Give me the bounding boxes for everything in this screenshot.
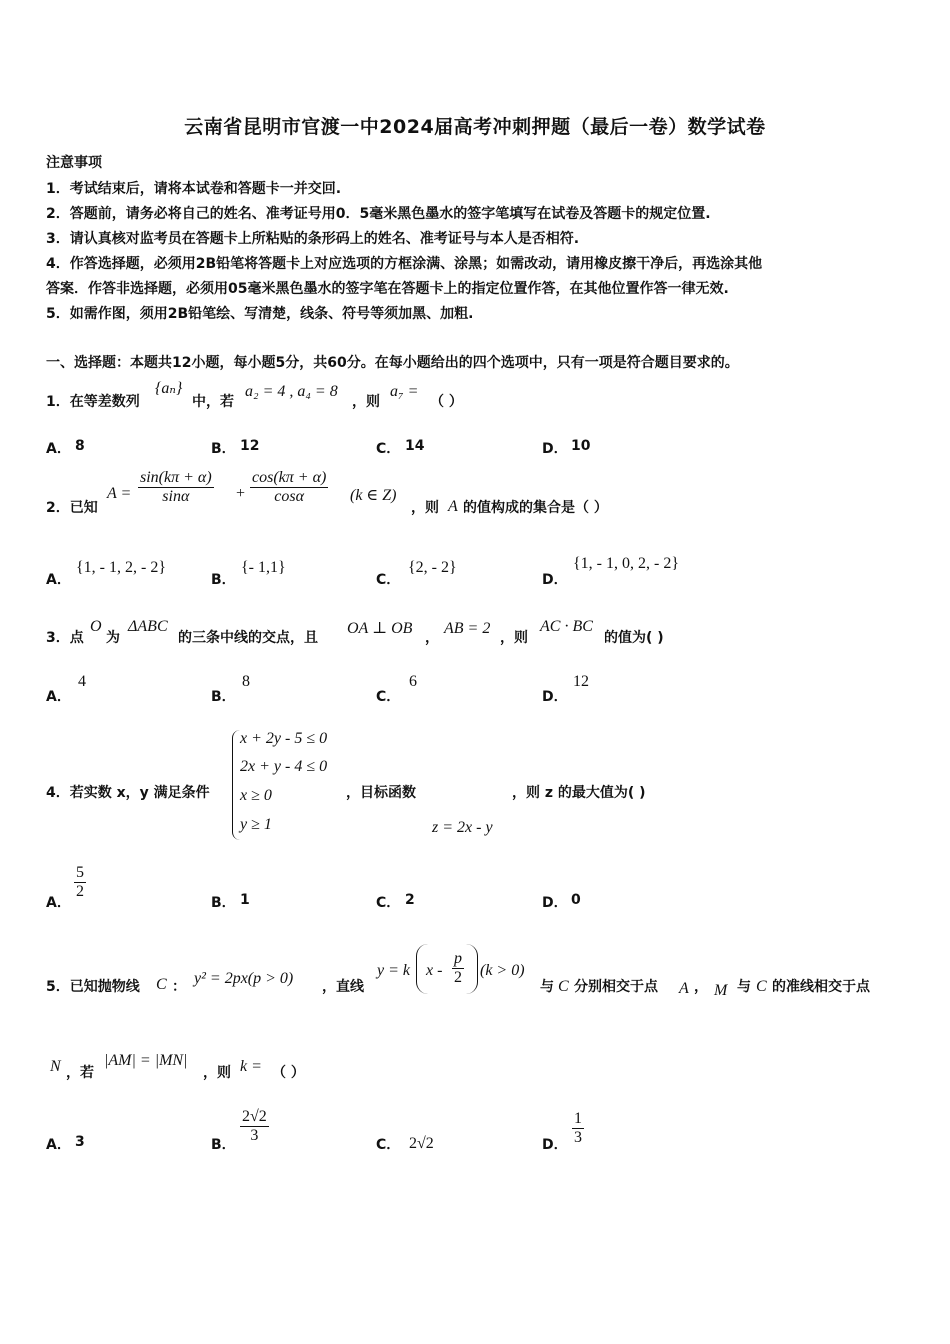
fraction-denominator: 2	[76, 883, 84, 900]
q2-text: 2．已知	[46, 500, 98, 516]
q3-triangle: ΔABC	[128, 618, 168, 635]
option-value-fraction	[74, 864, 86, 901]
option-label: B．	[211, 689, 236, 705]
q3-text: 的三条中线的交点，且	[178, 630, 318, 646]
q4-text: ，则 z 的最大值为( )	[512, 785, 646, 801]
note-item: 3．请认真核对监考员在答题卡上所粘贴的条形码上的姓名、准考证号与本人是否相符.	[46, 231, 580, 247]
option-label: D．	[542, 895, 568, 911]
q3-length: AB = 2	[444, 620, 491, 637]
q5-point-a: A	[679, 980, 689, 997]
q5-curve-c: C	[756, 978, 767, 995]
constraint: y ≥ 1	[240, 816, 272, 833]
note-item: 答案．作答非选择题，必须用05毫米黑色墨水的签字笔在答题卡上的指定位置作答，在其他位置作答一律无效.	[46, 281, 729, 297]
q2-plus: +	[236, 485, 246, 502]
option-value: 8	[242, 673, 250, 690]
q1-sequence: {aₙ}	[155, 380, 183, 397]
q2-den2: cosα	[250, 487, 328, 506]
option-label: A．	[46, 689, 71, 705]
option-label: C．	[376, 895, 401, 911]
option-value: 12	[240, 438, 260, 454]
option-value: 4	[78, 673, 86, 690]
notes-heading: 注意事项	[46, 155, 102, 171]
q5-text: ：	[172, 979, 186, 995]
q5-curve-c: C	[156, 976, 167, 993]
option-value: {- 1,1}	[241, 559, 286, 576]
section-header: 一、选择题：本题共12小题，每小题5分，共60分。在每小题给出的四个选项中，只有一项是符合题目要求的。	[46, 355, 739, 371]
q2-text: 的值构成的集合是（ ）	[463, 500, 608, 516]
q5-line-lhs: y = k	[377, 962, 410, 979]
q5-text: ，若	[66, 1065, 94, 1081]
fraction-denominator: 3	[240, 1126, 269, 1145]
q2-var-a: A	[448, 498, 458, 515]
note-item: 2．答题前，请务必将自己的姓名、准考证号用0．5毫米黑色墨水的签字笔填写在试卷及答题卡的规定位置.	[46, 206, 711, 222]
q3-text: 为	[106, 630, 120, 646]
q5-paren: （ ）	[272, 1065, 305, 1081]
exam-title: 云南省昆明市官渡一中2024届高考冲刺押题（最后一卷）数学试卷	[184, 116, 766, 138]
option-value-fraction	[572, 1110, 584, 1147]
q2-den1: sinα	[138, 487, 214, 506]
option-value: 14	[405, 438, 425, 454]
q5-text: ，	[694, 979, 708, 995]
q1-text: 1．在等差数列	[46, 394, 140, 410]
q2-num1: sin(kπ + α)	[140, 469, 212, 486]
option-label: B．	[211, 895, 236, 911]
q5-text: 与	[540, 979, 554, 995]
q1-text: 中，若	[192, 394, 234, 410]
q3-text: 3．点	[46, 630, 84, 646]
q5-text: 的准线相交于点	[772, 979, 870, 995]
q3-text: ，则	[500, 630, 528, 646]
q3-point-o: O	[90, 618, 102, 635]
fraction-numerator: 5	[76, 864, 84, 881]
option-value-fraction	[240, 1108, 269, 1145]
q5-k: k =	[240, 1058, 262, 1075]
note-item: 5．如需作图，须用2B铅笔绘、写清楚，线条、符号等须加黑、加粗.	[46, 306, 474, 322]
constraint: 2x + y - 4 ≤ 0	[240, 758, 328, 775]
fraction-numerator: 1	[574, 1110, 582, 1127]
fraction-denominator: 3	[574, 1129, 582, 1146]
q5-line-fraction	[452, 950, 464, 987]
q3-text: ，	[425, 630, 439, 646]
q5-line-cond: (k > 0)	[480, 962, 525, 979]
q1-text: ，则	[352, 394, 380, 410]
option-value: {1, - 1, 2, - 2}	[76, 559, 167, 576]
q2-fraction-1	[138, 469, 214, 506]
q2-text: ，则	[411, 500, 439, 516]
option-label: B．	[211, 572, 236, 588]
q5-line-x: x -	[426, 962, 443, 979]
option-label: A．	[46, 572, 71, 588]
fraction-denominator: 2	[454, 969, 462, 986]
q5-text: 5．已知抛物线	[46, 979, 140, 995]
option-value: 6	[409, 673, 417, 690]
q5-text: ，则	[203, 1065, 231, 1081]
note-item: 1．考试结束后，请将本试卷和答题卡一并交回.	[46, 181, 342, 197]
option-label: C．	[376, 1137, 401, 1153]
option-value: {2, - 2}	[408, 559, 457, 576]
option-label: B．	[211, 441, 236, 457]
q5-point-m: M	[714, 982, 728, 999]
constraint: x + 2y - 5 ≤ 0	[240, 730, 328, 747]
q2-condition: (k ∈ Z)	[350, 487, 397, 504]
option-value: 1	[240, 892, 250, 908]
q3-text: 的值为( )	[604, 630, 664, 646]
q1-given: a₂ = 4 , a₄ = 8	[245, 383, 338, 400]
q1-target: a₇ =	[390, 383, 419, 400]
option-value: 10	[571, 438, 591, 454]
option-label: A．	[46, 441, 71, 457]
q5-text: 分别相交于点	[574, 979, 658, 995]
option-label: D．	[542, 1137, 568, 1153]
option-label: A．	[46, 1137, 71, 1153]
q5-text: 与	[737, 979, 751, 995]
objective-function: z = 2x - y	[432, 819, 493, 836]
fraction-numerator: p	[454, 950, 462, 967]
q5-text: ，直线	[322, 979, 364, 995]
option-label: D．	[542, 689, 568, 705]
option-value: {1, - 1, 0, 2, - 2}	[573, 555, 680, 572]
option-label: A．	[46, 895, 71, 911]
q4-text: ，目标函数	[346, 785, 416, 801]
q1-paren: （ ）	[430, 394, 463, 410]
option-label: C．	[376, 441, 401, 457]
q5-condition: |AM| = |MN|	[104, 1052, 188, 1069]
fraction-numerator: 2√2	[242, 1108, 267, 1125]
q5-curve-c: C	[558, 978, 569, 995]
option-label: C．	[376, 689, 401, 705]
q3-perpendicular: OA ⊥ OB	[347, 620, 413, 637]
option-value: 2√2	[409, 1135, 434, 1152]
option-value: 3	[75, 1134, 85, 1150]
option-value: 2	[405, 892, 415, 908]
q4-text: 4．若实数 x，y 满足条件	[46, 785, 210, 801]
option-value: 12	[573, 673, 589, 690]
constraint: x ≥ 0	[240, 787, 272, 804]
q2-fraction-2	[250, 469, 328, 506]
q5-point-n: N	[50, 1058, 61, 1075]
option-value: 8	[75, 438, 85, 454]
option-label: D．	[542, 572, 568, 588]
option-label: C．	[376, 572, 401, 588]
q3-dot-product: AC · BC	[540, 618, 593, 635]
note-item: 4．作答选择题，必须用2B铅笔将答题卡上对应选项的方框涂满、涂黑；如需改动，请用橡皮擦干净后，再选涂其他	[46, 256, 763, 272]
option-label: B．	[211, 1137, 236, 1153]
q5-parabola: y² = 2px(p > 0)	[194, 970, 294, 987]
option-label: D．	[542, 441, 568, 457]
option-value: 0	[571, 892, 581, 908]
q2-num2: cos(kπ + α)	[252, 469, 327, 486]
q2-lhs: A =	[107, 485, 132, 502]
